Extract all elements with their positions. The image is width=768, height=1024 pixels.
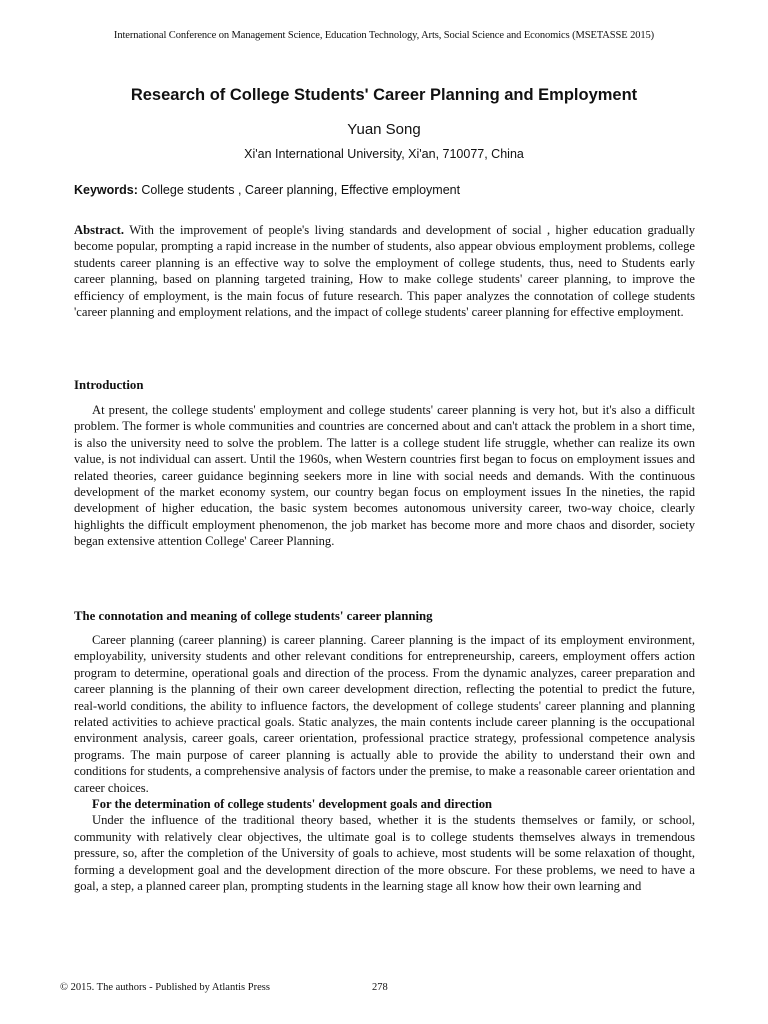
author-name: Yuan Song (347, 121, 421, 138)
abstract-text: With the improvement of people's living standards and development of social , higher education gradually become popular, prompting a rapid increase in the number of students, also appear obvious employment problems, college students career planning is an effective way to solve the employment of college students, thus, need to Students early career planning, based on planning targeted training, How to make college students' career planning, to improve the efficiency of employment, is the main focus of future research. This paper analyzes the connotation of college students 'career planning and employment relations, and the impact of college students' career planning for effective employment. (74, 223, 696, 320)
running-head: International Conference on Management Science, Education Technology, Arts, Social Science and Economics (MSETASSE 2015) (113, 30, 655, 41)
keywords-text: College students , Career planning, Effective employment (141, 183, 461, 197)
section-heading-connotation: The connotation and meaning of college students' career planning (74, 609, 433, 623)
introduction-body (74, 402, 695, 550)
introduction-paragraph: At present, the college students' employment and college students' career planning is very hot, but it's also a difficult problem. The former is whole communities and countries are concerned about and can't attack the problem in a short time, is also the university need to solve the problem. The latter is a college student life struggle, whether can realize its own value, is not individual can assert. Until the 1960s, when Western countries first began to focus on employment issues and related theories, career guidance beginning seekers more in line with social needs and demands. With the continuous development of the market economy system, our country began focus on employment issues In the nineties, the rapid development of higher education, the basic system becomes autonomous university career, two-way choice, clearly highlights the difficult employment phenomenon, the job market has become more and more chaos and disorder, society began extensive attention College' Career Planning. (74, 403, 695, 549)
keywords-line (74, 183, 694, 197)
abstract-block (74, 222, 695, 320)
abstract-label: Abstract. (74, 223, 125, 237)
subsection-heading-goals: For the determination of college students' development goals and direction (92, 797, 493, 812)
footer-copyright: © 2015. The authors - Published by Atlantis Press (60, 982, 270, 993)
author-affiliation: Xi'an International University, Xi'an, 710077, China (244, 147, 524, 161)
connotation-paragraph-1: Career planning (career planning) is career planning. Career planning is the impact of its employment environment, employability, university students and other relevant conditions for entrepreneurship, careers, employment offers action program to determine, operational goals and direction of the process. From the dynamic analyzes, career preparation and career planning is the planning of their own career development direction, reflecting the potential to predict the future, real-world conditions, the ability to influence factors, the development of college students' career planning and planning related activities to achieve practical goals. Static analyzes, the main contents include career planning is the occupational environment analysis, career goals, career orientation, professional practice strategy, professional competence analysis programs. The main purpose of career planning is actually able to provide the ability to understand their own and conditions for students, a comprehensive analysis of factors under the premise, to make a reasonable career orientation and career choices. (74, 633, 695, 795)
keywords-label: Keywords: (74, 183, 138, 197)
paper-title: Research of College Students' Career Planning and Employment (130, 86, 638, 104)
footer-page-number: 278 (372, 982, 388, 993)
section-heading-introduction: Introduction (74, 378, 144, 392)
connotation-body (74, 632, 695, 895)
connotation-paragraph-2: Under the influence of the traditional theory based, whether it is the students themselves or family, or school, community with relatively clear objectives, the ultimate goal is to college students themselves always in tremendous pressure, so, after the completion of the University of goals to achieve, most students will be some relaxation of thought, forming a development goal and the development direction of the more obscure. For these problems, we need to have a goal, a step, a planned career plan, prompting students in the learning stage all know how their own learning and (74, 813, 695, 894)
